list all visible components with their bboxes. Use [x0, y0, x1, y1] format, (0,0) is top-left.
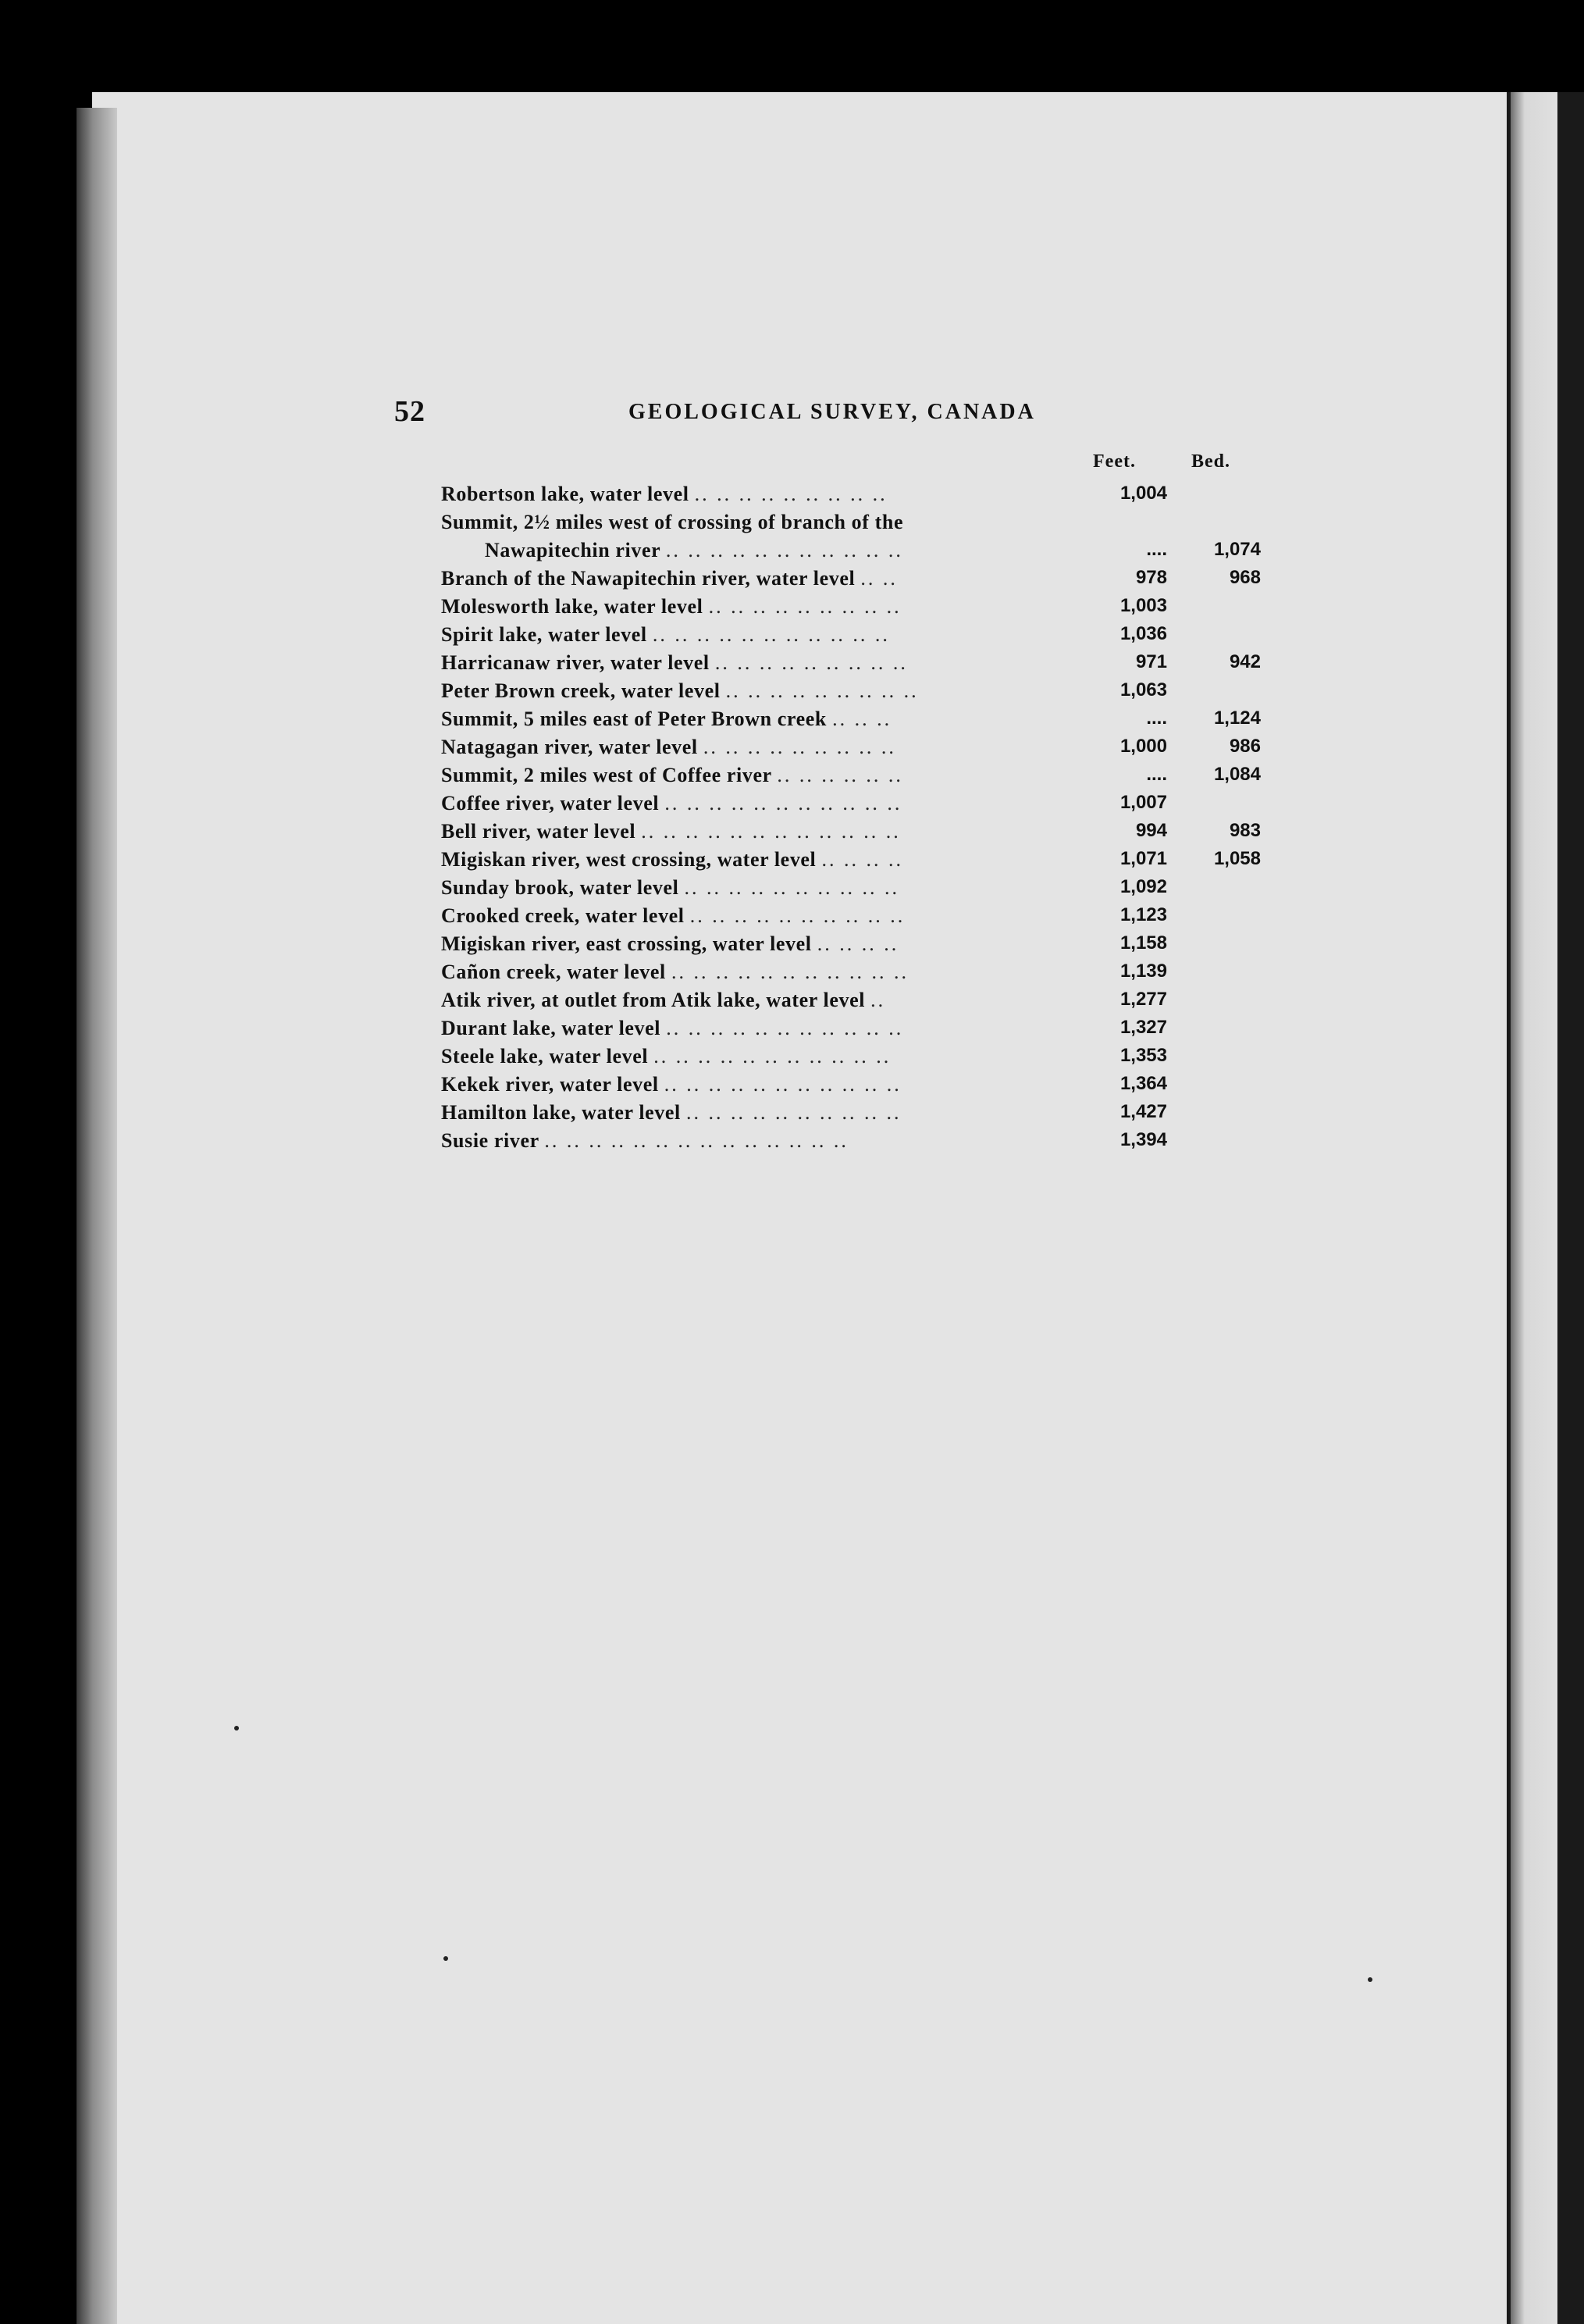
elevation-table — [441, 483, 1261, 1157]
location-label: Peter Brown creek, water level — [441, 679, 721, 702]
elevation-feet: .... — [1146, 708, 1167, 729]
dot-leaders: .. .. .. .. .. .. .. .. .. .. .. .. — [641, 820, 901, 843]
table-row — [441, 932, 1261, 961]
location-name — [441, 904, 1066, 928]
elevation-feet: 971 — [1135, 651, 1167, 672]
elevation-feet: 1,036 — [1119, 623, 1167, 644]
elevation-bed: 968 — [1229, 567, 1261, 588]
location-label: Sunday brook, water level — [441, 876, 679, 899]
dot-leaders: .. .. .. .. .. .. .. .. .. .. — [684, 876, 900, 899]
dot-leaders: .. .. .. .. .. .. .. .. .. — [714, 651, 908, 674]
dot-leaders: .. .. .. .. .. .. .. .. .. .. — [689, 904, 906, 927]
table-row — [441, 764, 1261, 792]
table-row — [441, 679, 1261, 708]
dot-leaders: .. .. .. .. .. .. .. .. .. .. — [685, 1101, 902, 1124]
location-label: Summit, 2½ miles west of crossing of branch of the — [441, 511, 904, 533]
elevation-feet: 1,427 — [1119, 1101, 1167, 1122]
elevation-feet: 1,003 — [1119, 595, 1167, 616]
dot-leaders: .. .. .. .. .. .. .. .. .. .. .. — [664, 1073, 902, 1096]
dot-leaders: .. .. .. .. .. .. .. .. .. .. .. — [665, 539, 903, 561]
table-row — [441, 567, 1261, 595]
elevation-feet: 1,007 — [1119, 792, 1167, 813]
table-row — [441, 904, 1261, 932]
location-name — [441, 989, 1066, 1012]
location-label: Nawapitechin river — [485, 539, 660, 561]
location-label: Coffee river, water level — [441, 792, 660, 814]
dot-leaders: .. .. .. .. .. .. .. .. .. .. .. .. .. .. — [544, 1129, 849, 1152]
elevation-bed: 1,058 — [1213, 848, 1261, 869]
location-label: Bell river, water level — [441, 820, 636, 843]
location-label: Susie river — [441, 1129, 539, 1152]
dot-leaders: .. .. .. .. .. .. .. .. .. .. .. — [664, 792, 902, 814]
elevation-feet: 1,063 — [1119, 679, 1167, 700]
dot-leaders: .. — [870, 989, 886, 1011]
location-name — [441, 876, 1066, 900]
location-label: Robertson lake, water level — [441, 483, 689, 505]
table-row — [441, 989, 1261, 1017]
dot-leaders: .. .. .. — [832, 708, 892, 730]
scan-speck — [234, 1726, 239, 1731]
location-label: Migiskan river, east crossing, water level — [441, 932, 812, 955]
location-name — [441, 848, 1066, 872]
elevation-bed: 1,124 — [1213, 708, 1261, 729]
location-name — [441, 820, 1066, 843]
location-label: Branch of the Nawapitechin river, water level — [441, 567, 856, 590]
table-row — [441, 595, 1261, 623]
column-header-feet: Feet. — [1093, 451, 1136, 472]
location-label: Molesworth lake, water level — [441, 595, 703, 618]
table-row — [441, 736, 1261, 764]
dot-leaders: .. .. .. .. .. .. .. .. .. .. .. — [652, 623, 890, 646]
location-label: Cañon creek, water level — [441, 961, 666, 983]
location-name — [441, 567, 1066, 590]
elevation-feet: 1,353 — [1119, 1045, 1167, 1066]
elevation-feet: 1,327 — [1119, 1017, 1167, 1038]
elevation-feet: .... — [1146, 764, 1167, 785]
location-name — [441, 623, 1066, 647]
location-name — [441, 1045, 1066, 1068]
location-name — [441, 736, 1066, 759]
location-name — [485, 539, 1066, 562]
scan-speck — [1368, 1977, 1372, 1982]
table-row — [441, 539, 1261, 567]
dot-leaders: .. .. .. .. .. .. .. .. .. — [694, 483, 888, 505]
location-label: Migiskan river, west crossing, water level — [441, 848, 817, 871]
elevation-bed: 986 — [1229, 736, 1261, 757]
location-name — [441, 595, 1066, 618]
location-label: Atik river, at outlet from Atik lake, water level — [441, 989, 866, 1011]
dot-leaders: .. .. .. .. .. .. .. .. .. — [725, 679, 919, 702]
table-row — [441, 820, 1261, 848]
location-name — [441, 961, 1066, 984]
table-row — [441, 483, 1261, 511]
running-head: GEOLOGICAL SURVEY, CANADA — [628, 400, 1036, 424]
dot-leaders: .. .. — [860, 567, 898, 590]
dot-leaders: .. .. .. .. .. .. — [777, 764, 903, 786]
dot-leaders: .. .. .. .. — [821, 848, 903, 871]
scan-speck — [443, 1956, 448, 1961]
location-name — [441, 1073, 1066, 1096]
dot-leaders: .. .. .. .. .. .. .. .. .. — [708, 595, 902, 618]
dot-leaders: .. .. .. .. .. .. .. .. .. .. .. — [653, 1045, 892, 1068]
dot-leaders: .. .. .. .. — [817, 932, 899, 955]
location-name — [441, 932, 1066, 956]
location-label: Hamilton lake, water level — [441, 1101, 681, 1124]
elevation-feet: 994 — [1135, 820, 1167, 841]
elevation-feet: 1,394 — [1119, 1129, 1167, 1150]
location-label: Steele lake, water level — [441, 1045, 649, 1068]
elevation-bed: 1,074 — [1213, 539, 1261, 560]
table-row — [441, 1129, 1261, 1157]
elevation-bed: 983 — [1229, 820, 1261, 841]
table-row — [441, 876, 1261, 904]
table-row — [441, 708, 1261, 736]
elevation-feet: 1,004 — [1119, 483, 1167, 504]
table-row — [441, 511, 1261, 539]
location-name — [441, 511, 1066, 534]
elevation-feet: 1,158 — [1119, 932, 1167, 953]
location-name — [441, 679, 1066, 703]
elevation-bed: 1,084 — [1213, 764, 1261, 785]
location-name — [441, 1101, 1066, 1125]
location-name — [441, 483, 1066, 506]
elevation-feet: 1,139 — [1119, 961, 1167, 982]
location-label: Spirit lake, water level — [441, 623, 647, 646]
table-row — [441, 961, 1261, 989]
page-number: 52 — [394, 395, 425, 428]
dot-leaders: .. .. .. .. .. .. .. .. .. — [703, 736, 896, 758]
elevation-feet: 1,092 — [1119, 876, 1167, 897]
table-row — [441, 1045, 1261, 1073]
location-label: Natagagan river, water level — [441, 736, 698, 758]
location-label: Harricanaw river, water level — [441, 651, 710, 674]
elevation-bed: 942 — [1229, 651, 1261, 672]
elevation-feet: 1,000 — [1119, 736, 1167, 757]
elevation-feet: .... — [1146, 539, 1167, 560]
elevation-feet: 1,277 — [1119, 989, 1167, 1010]
column-header-bed: Bed. — [1191, 451, 1231, 472]
table-row — [441, 792, 1261, 820]
table-row — [441, 848, 1261, 876]
location-name — [441, 1129, 1066, 1153]
elevation-feet: 978 — [1135, 567, 1167, 588]
elevation-feet: 1,123 — [1119, 904, 1167, 925]
location-name — [441, 764, 1066, 787]
location-label: Summit, 2 miles west of Coffee river — [441, 764, 772, 786]
location-name — [441, 792, 1066, 815]
elevation-feet: 1,071 — [1119, 848, 1167, 869]
elevation-feet: 1,364 — [1119, 1073, 1167, 1094]
location-name — [441, 1017, 1066, 1040]
table-row — [441, 1101, 1261, 1129]
location-name — [441, 708, 1066, 731]
table-row — [441, 1073, 1261, 1101]
location-label: Summit, 5 miles east of Peter Brown creek — [441, 708, 827, 730]
location-name — [441, 651, 1066, 675]
location-label: Crooked creek, water level — [441, 904, 685, 927]
dot-leaders: .. .. .. .. .. .. .. .. .. .. .. — [666, 1017, 904, 1039]
location-label: Durant lake, water level — [441, 1017, 661, 1039]
table-row — [441, 1017, 1261, 1045]
dot-leaders: .. .. .. .. .. .. .. .. .. .. .. — [671, 961, 909, 983]
location-label: Kekek river, water level — [441, 1073, 659, 1096]
table-row — [441, 651, 1261, 679]
table-row — [441, 623, 1261, 651]
